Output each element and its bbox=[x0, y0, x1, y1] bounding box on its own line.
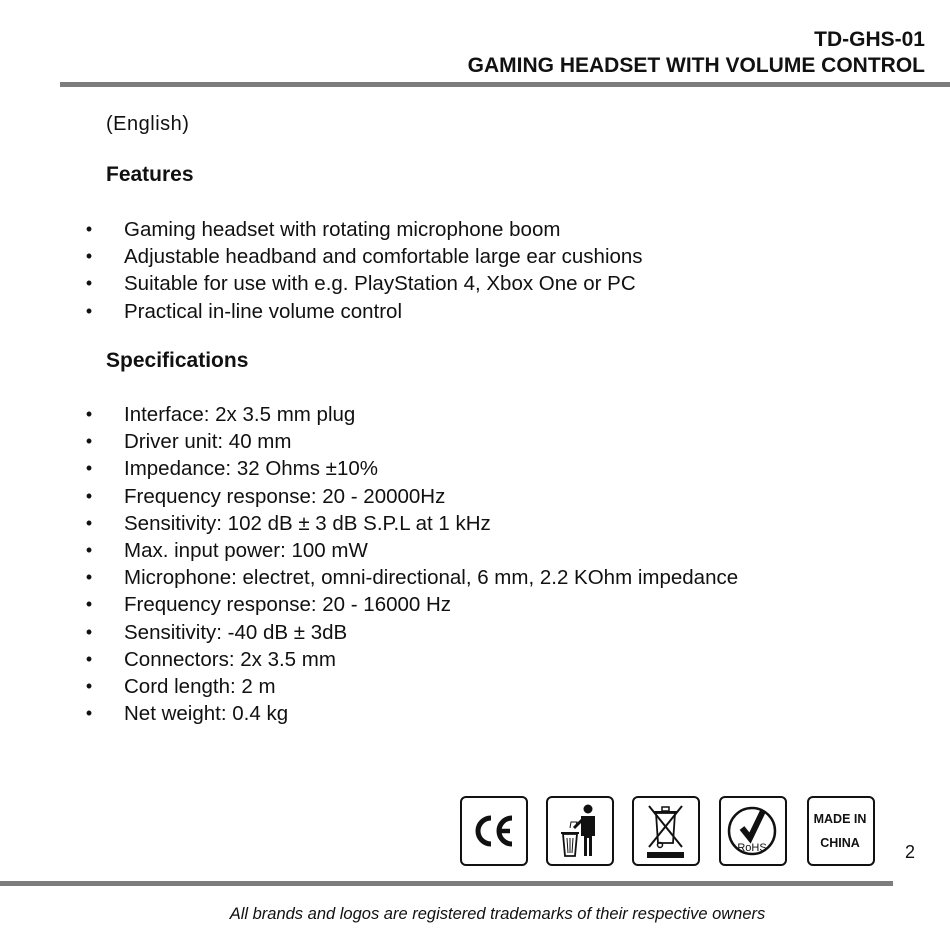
model-number: TD-GHS-01 bbox=[814, 28, 925, 51]
bullet-icon: • bbox=[85, 485, 93, 506]
document-title: GAMING HEADSET WITH VOLUME CONTROL bbox=[467, 54, 925, 77]
trademark-footer: All brands and logos are registered trademarks of their respective owners bbox=[229, 905, 766, 923]
tidy-man-bin-icon bbox=[546, 796, 614, 866]
page-number: 2 bbox=[905, 842, 916, 862]
bullet-icon: • bbox=[85, 404, 93, 424]
bullet-icon: • bbox=[85, 458, 93, 479]
list-item-text: Sensitivity: -40 dB ± 3dB bbox=[124, 620, 348, 644]
bullet-icon: • bbox=[85, 567, 93, 588]
bullet-icon: • bbox=[85, 594, 93, 615]
bullet-icon: • bbox=[85, 219, 93, 239]
made-in-china-icon bbox=[807, 796, 875, 866]
bullet-icon: • bbox=[85, 675, 93, 696]
bullet-icon: • bbox=[85, 648, 93, 669]
language-label: (English) bbox=[106, 113, 190, 135]
list-item-text: Frequency response: 20 - 20000Hz bbox=[124, 484, 446, 508]
china-label: CHINA bbox=[820, 836, 860, 850]
list-item-text: Driver unit: 40 mm bbox=[124, 430, 292, 454]
list-item-text: Cord length: 2 m bbox=[124, 674, 276, 698]
list-item-text: Frequency response: 20 - 16000 Hz bbox=[124, 593, 452, 617]
rohs-label: RoHS bbox=[737, 842, 767, 854]
bullet-icon: • bbox=[85, 300, 93, 321]
list-item-text: Interface: 2x 3.5 mm plug bbox=[124, 403, 356, 426]
list-item-text: Gaming headset with rotating microphone boom bbox=[124, 218, 561, 241]
footer-divider bbox=[0, 881, 893, 886]
list-item-text: Connectors: 2x 3.5 mm bbox=[124, 647, 336, 671]
list-item-text: Net weight: 0.4 kg bbox=[124, 702, 289, 726]
crossed-out-wheelie-bin-icon bbox=[632, 796, 700, 866]
bullet-icon: • bbox=[85, 539, 93, 560]
features-heading: Features bbox=[106, 163, 194, 186]
list-item-text: Adjustable headband and comfortable large ear cushions bbox=[124, 245, 643, 269]
bullet-icon: • bbox=[85, 246, 93, 267]
list-item-text: Microphone: electret, omni-directional, 6 mm, 2.2 KOhm impedance bbox=[124, 566, 739, 590]
bullet-icon: • bbox=[85, 431, 93, 452]
header-divider bbox=[60, 82, 950, 87]
made-in-label: MADE IN bbox=[813, 812, 867, 826]
specifications-heading: Specifications bbox=[106, 349, 249, 372]
bullet-icon: • bbox=[85, 512, 93, 533]
list-item-text: Practical in-line volume control bbox=[124, 299, 403, 323]
ce-mark-icon bbox=[460, 796, 528, 866]
bullet-icon: • bbox=[85, 703, 93, 724]
list-item-text: Impedance: 32 Ohms ±10% bbox=[124, 457, 378, 481]
list-item-text: Sensitivity: 102 dB ± 3 dB S.P.L at 1 kHz bbox=[124, 511, 491, 535]
list-item-text: Max. input power: 100 mW bbox=[124, 538, 368, 562]
bullet-icon: • bbox=[85, 273, 93, 294]
rohs-check-icon bbox=[719, 796, 787, 866]
bullet-icon: • bbox=[85, 621, 93, 642]
list-item-text: Suitable for use with e.g. PlayStation 4, Xbox One or PC bbox=[124, 272, 636, 296]
